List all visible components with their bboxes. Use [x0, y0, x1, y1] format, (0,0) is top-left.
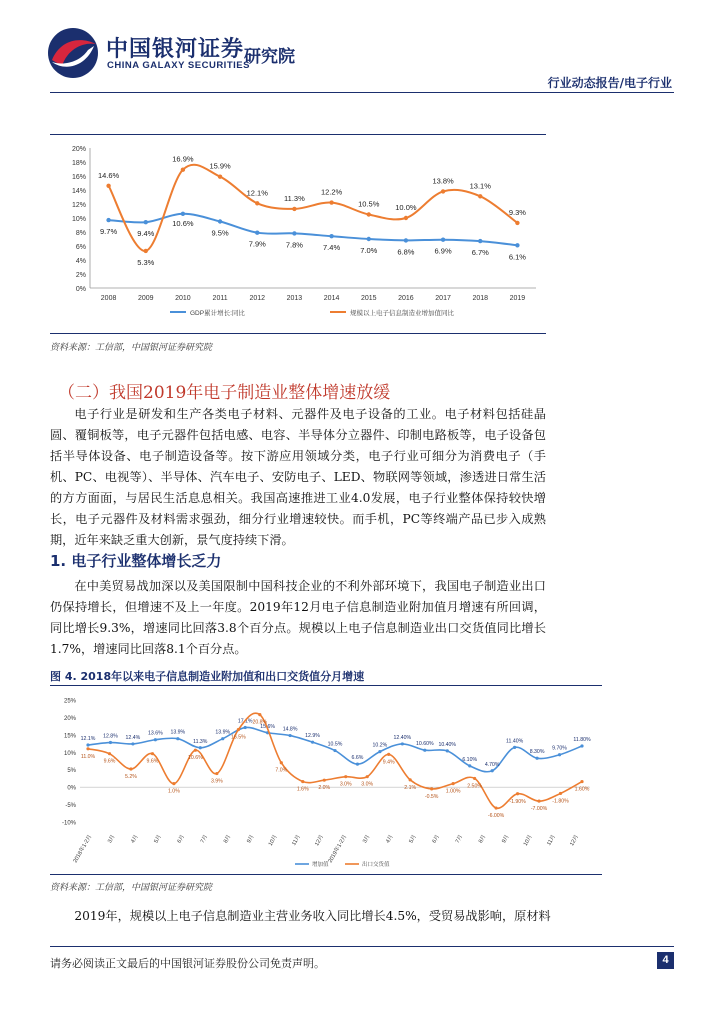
series-point-0 [106, 218, 110, 222]
series-point-0 [109, 741, 112, 744]
data-label: 9.6% [103, 758, 116, 765]
series-point-0 [535, 757, 538, 760]
series-point-1 [409, 778, 412, 781]
data-label: 9.70% [552, 745, 567, 752]
series-point-0 [580, 744, 583, 747]
data-label: 11.3% [284, 193, 305, 203]
header [0, 0, 724, 95]
series-point-1 [452, 782, 455, 785]
series-point-0 [329, 234, 333, 238]
series-point-1 [181, 168, 185, 172]
data-label: 3.0% [339, 781, 352, 788]
legend-label: 增加值 [312, 862, 329, 868]
y-tick-label: 6% [75, 244, 86, 251]
data-label: 12.8% [103, 733, 118, 740]
y-tick-label: 14% [71, 188, 86, 195]
data-label: 1.60% [574, 786, 590, 793]
series-point-0 [86, 743, 89, 746]
y-tick-label: 18% [71, 160, 86, 167]
data-label: 4.70% [484, 761, 500, 768]
chart1-source: 资料来源：工信部，中国银河证券研究院 [50, 343, 213, 353]
series-point-0 [367, 237, 371, 241]
data-label: -1.90% [509, 798, 526, 805]
x-tick-label: 3月 [107, 834, 117, 845]
series-point-0 [404, 238, 408, 242]
series-point-1 [144, 249, 148, 253]
x-tick-label: 3月 [362, 834, 372, 845]
series-point-0 [558, 753, 561, 756]
series-point-0 [515, 243, 519, 247]
series-point-0 [311, 741, 314, 744]
data-label: 10.0% [395, 203, 417, 212]
x-tick-label: 2017 [435, 295, 451, 302]
series-point-1 [215, 772, 218, 775]
series-point-0 [333, 749, 336, 752]
data-label: 9.3% [508, 207, 526, 217]
data-label: 7.4% [323, 243, 341, 253]
data-label: 6.9% [434, 246, 452, 256]
series-point-0 [199, 746, 202, 749]
x-tick-label: 9月 [246, 834, 256, 845]
data-label: 13.9% [170, 729, 186, 736]
legend-label: 规模以上电子信息制造业增加值同比 [350, 310, 454, 317]
x-tick-label: 7月 [199, 834, 210, 845]
data-label: 11.3% [193, 738, 208, 745]
x-tick-label: 2018年1-2月 [72, 834, 94, 865]
data-label: 9.5% [211, 228, 229, 238]
x-tick-label: 5月 [153, 834, 163, 845]
series-point-1 [494, 806, 497, 809]
data-label: 9.4% [382, 759, 395, 766]
series-point-0 [176, 737, 179, 740]
series-point-1 [559, 792, 562, 795]
data-label: 2.0% [318, 785, 331, 792]
data-label: 10.60% [416, 741, 434, 748]
data-label: 2.50% [467, 783, 482, 790]
legend-label: GDP累计增长:同比 [190, 310, 245, 317]
data-label: 7.0% [360, 246, 378, 255]
data-label: 12.40% [393, 734, 412, 741]
data-label: 12.1% [80, 735, 96, 742]
series-point-1 [537, 799, 540, 802]
data-label: 9.4% [137, 229, 155, 239]
series-point-0 [154, 738, 157, 741]
series-point-0 [468, 764, 471, 767]
series-point-0 [221, 737, 224, 740]
y-tick-label: 25% [63, 698, 76, 705]
series-point-1 [258, 713, 261, 716]
series-point-1 [301, 780, 304, 783]
data-label: 15.6% [260, 723, 275, 730]
series-point-1 [292, 207, 296, 211]
series-line-1 [109, 165, 518, 251]
data-label: 12.4% [125, 734, 141, 741]
data-label: 5.3% [137, 257, 155, 267]
chart2-top-rule [50, 685, 602, 686]
y-tick-label: 10% [63, 750, 76, 757]
series-point-1 [129, 767, 132, 770]
logo-english: CHINA GALAXY SECURITIES [107, 60, 250, 71]
y-tick-label: 4% [75, 258, 86, 265]
x-tick-label: 2019年1-2月 [327, 834, 349, 865]
data-label: 7.8% [285, 240, 303, 250]
data-label: -6.00% [487, 813, 505, 820]
data-label: 11.40% [506, 738, 524, 745]
series-point-0 [244, 726, 247, 729]
data-label: 1.00% [445, 788, 461, 795]
x-tick-label: 4月 [385, 834, 395, 845]
data-label: 17.1% [237, 718, 253, 725]
chart2-bottom-rule [50, 874, 602, 875]
data-label: 14.8% [282, 726, 298, 733]
data-label: 13.1% [469, 181, 491, 191]
series-point-0 [446, 749, 449, 752]
data-label: 10.6% [188, 755, 203, 762]
series-point-1 [473, 777, 476, 780]
header-rule [50, 92, 674, 93]
x-tick-label: 8月 [477, 834, 488, 845]
y-tick-label: 20% [71, 146, 86, 153]
x-tick-label: 2016 [398, 295, 414, 302]
series-point-0 [513, 746, 516, 749]
figure4-title: 图 4. 2018年以来电子信息制造业附加值和出口交货值分月增速 [50, 670, 365, 683]
data-label: 12.1% [246, 188, 268, 198]
x-tick-label: 11月 [291, 834, 302, 847]
section-title: （二）我国2019年电子制造业整体增速放缓 [58, 383, 391, 403]
y-tick-label: 12% [71, 202, 86, 209]
y-tick-label: 10% [71, 216, 86, 223]
data-label: 2.1% [404, 784, 417, 791]
x-tick-label: 2011 [212, 295, 228, 302]
series-point-1 [86, 747, 89, 750]
x-tick-label: 2010 [175, 295, 191, 302]
x-tick-label: 2008 [100, 295, 117, 302]
series-point-1 [478, 194, 482, 198]
series-point-1 [430, 787, 433, 790]
data-label: 3.9% [210, 778, 223, 785]
series-point-0 [441, 238, 445, 242]
series-point-0 [423, 749, 426, 752]
logo-institute: 研究院 [244, 47, 295, 67]
data-label: 16.9% [172, 154, 194, 164]
x-tick-label: 10月 [522, 834, 534, 848]
series-point-1 [441, 189, 445, 193]
series-point-0 [491, 769, 494, 772]
data-label: 6.10% [462, 756, 478, 763]
paragraph-revenue: 2019年，规模以上电子信息制造业主营业务收入同比增长4.5%，受贸易战影响，原材料 [74, 909, 551, 923]
data-label: 12.9% [305, 733, 320, 740]
y-tick-label: 16% [71, 174, 86, 181]
series-point-1 [280, 761, 283, 764]
data-label: 7.0% [275, 767, 288, 774]
series-point-0 [255, 231, 259, 235]
data-label: 5.2% [125, 774, 137, 781]
series-point-1 [367, 212, 371, 216]
series-point-1 [516, 792, 519, 795]
data-label: 1.0% [167, 788, 180, 795]
data-label: 13.6% [148, 730, 163, 737]
x-tick-label: 2015 [360, 295, 377, 302]
paragraph-intro: 电子行业是研发和生产各类电子材料、元器件及电子设备的工业。电子材料包括硅晶圆、覆铜板等，电子元器件包括电感、电容、半导体分立器件、印制电路板等，电子设备包括半导体设备、电子制造设备等。按下游应用领域分类，电子行业可细分为消费电子（手机、PC、电视等）、半导体、汽车电子、安防电子、LED、物联网等领域，渗透进日常生活的方方面面，与居民生活息息相关。我国高速推进工业4.0发展，电子行业整体保持较快增长，电子元器件及材料需求强劲，细分行业增速较快。而手机，PC等终端产品已步入成熟期，近年来缺乏重大创新，景气度持续下滑。 [50, 407, 546, 547]
footer-disclaimer: 请务必阅读正文最后的中国银河证券股份公司免责声明。 [50, 957, 325, 970]
x-tick-label: 2012 [249, 295, 266, 302]
series-point-1 [255, 201, 259, 205]
data-label: 8.30% [529, 749, 545, 756]
data-label: 11.80% [573, 737, 591, 744]
x-tick-label: 12月 [569, 834, 581, 848]
series-point-1 [237, 728, 240, 731]
data-label: 16.5% [230, 734, 246, 741]
data-label: 13.8% [432, 176, 454, 186]
data-label: 6.7% [471, 248, 489, 258]
x-tick-label: 7月 [454, 834, 465, 845]
series-point-1 [366, 775, 369, 778]
gdp-vs-electronics-chart [50, 140, 546, 330]
data-label: 15.9% [209, 161, 231, 171]
data-label: 3.0% [361, 781, 374, 788]
paragraph-trade: 在中美贸易战加深以及美国限制中国科技企业的不利外部环境下，我国电子制造业出口仍保持增长，但增速不及上一年度。2019年12月电子信息制造业附加值月增速有所回调，同比增长9.3%，增速同比回落3.8个百分点。规模以上电子信息制造业出口交货值同比增长1.7%，增速同比回落8.1个百分点。 [50, 579, 546, 656]
data-label: 1.6% [296, 786, 309, 793]
y-tick-label: 20% [63, 715, 76, 722]
series-point-1 [194, 749, 197, 752]
logo-chinese: 中国银河证券 [106, 37, 245, 62]
y-tick-label: 15% [63, 733, 76, 740]
series-point-1 [323, 779, 326, 782]
x-tick-label: 2014 [323, 295, 340, 302]
data-label: 10.2% [372, 742, 388, 749]
series-line-0 [109, 214, 518, 246]
series-point-0 [181, 212, 185, 216]
y-tick-label: 2% [75, 272, 86, 279]
series-point-0 [401, 742, 404, 745]
series-point-0 [131, 742, 134, 745]
page-number: 4 [657, 952, 674, 969]
data-label: -7.00% [530, 806, 548, 813]
data-label: 6.1% [508, 252, 526, 262]
data-label: 10.5% [358, 199, 380, 209]
data-label: 13.9% [215, 729, 231, 736]
data-label: -1.80% [552, 798, 569, 805]
legend-label: 出口交货值 [362, 862, 390, 868]
chart1-top-rule [50, 134, 546, 135]
x-tick-label: 8月 [222, 834, 233, 845]
report-type: 行业动态报告/电子行业 [547, 76, 672, 90]
series-point-0 [218, 219, 222, 223]
series-point-1 [151, 752, 154, 755]
series-point-1 [404, 216, 408, 220]
series-point-1 [106, 184, 110, 188]
data-label: 10.40% [438, 741, 457, 748]
x-tick-label: 2013 [286, 295, 303, 302]
chart1-bottom-rule [50, 333, 546, 334]
y-tick-label: 0% [67, 785, 76, 792]
subsection-title: 1. 电子行业整体增长乏力 [50, 552, 222, 570]
series-point-1 [344, 775, 347, 778]
data-label: 7.9% [248, 239, 266, 249]
x-tick-label: 10月 [267, 834, 279, 848]
x-tick-label: 5月 [408, 834, 418, 845]
y-tick-label: -10% [61, 820, 76, 827]
series-line-1 [88, 713, 582, 808]
data-label: 10.5% [327, 741, 343, 748]
y-tick-label: 5% [67, 768, 76, 775]
x-tick-label: 2009 [137, 295, 154, 302]
x-tick-label: 6月 [431, 834, 442, 845]
data-label: 14.6% [97, 170, 120, 180]
series-point-1 [218, 175, 222, 179]
monthly-growth-chart [50, 692, 602, 870]
footer-rule [50, 946, 674, 947]
x-tick-label: 4月 [130, 834, 140, 845]
y-tick-label: 0% [75, 286, 86, 293]
series-point-0 [356, 763, 359, 766]
series-point-1 [108, 752, 111, 755]
series-point-0 [378, 750, 381, 753]
y-tick-label: 8% [75, 230, 86, 237]
data-label: 20.8% [252, 719, 268, 726]
x-tick-label: 11月 [546, 834, 557, 847]
data-label: 9.6% [146, 758, 159, 765]
data-label: 9.7% [100, 227, 118, 237]
series-point-1 [172, 782, 175, 785]
data-label: 12.2% [320, 187, 343, 197]
y-tick-label: -5% [65, 803, 76, 810]
series-point-1 [515, 221, 519, 225]
x-tick-label: 12月 [314, 834, 326, 848]
chart2-source: 资料来源：工信部，中国银河证券研究院 [50, 883, 213, 893]
galaxy-logo-icon [46, 26, 100, 80]
x-tick-label: 9月 [501, 834, 511, 845]
series-point-0 [478, 239, 482, 243]
series-point-1 [387, 753, 390, 756]
data-label: 6.8% [397, 247, 415, 257]
data-label: -0.5% [424, 793, 439, 800]
x-tick-label: 2018 [472, 295, 489, 302]
series-point-0 [292, 231, 296, 235]
series-point-1 [580, 780, 583, 783]
data-label: 11.0% [80, 753, 96, 760]
data-label: 6.6% [351, 755, 364, 762]
series-point-0 [288, 734, 291, 737]
x-tick-label: 2019 [509, 295, 526, 302]
series-point-1 [329, 200, 333, 204]
series-point-0 [144, 220, 148, 224]
data-label: 10.6% [172, 218, 194, 228]
x-tick-label: 6月 [176, 834, 187, 845]
